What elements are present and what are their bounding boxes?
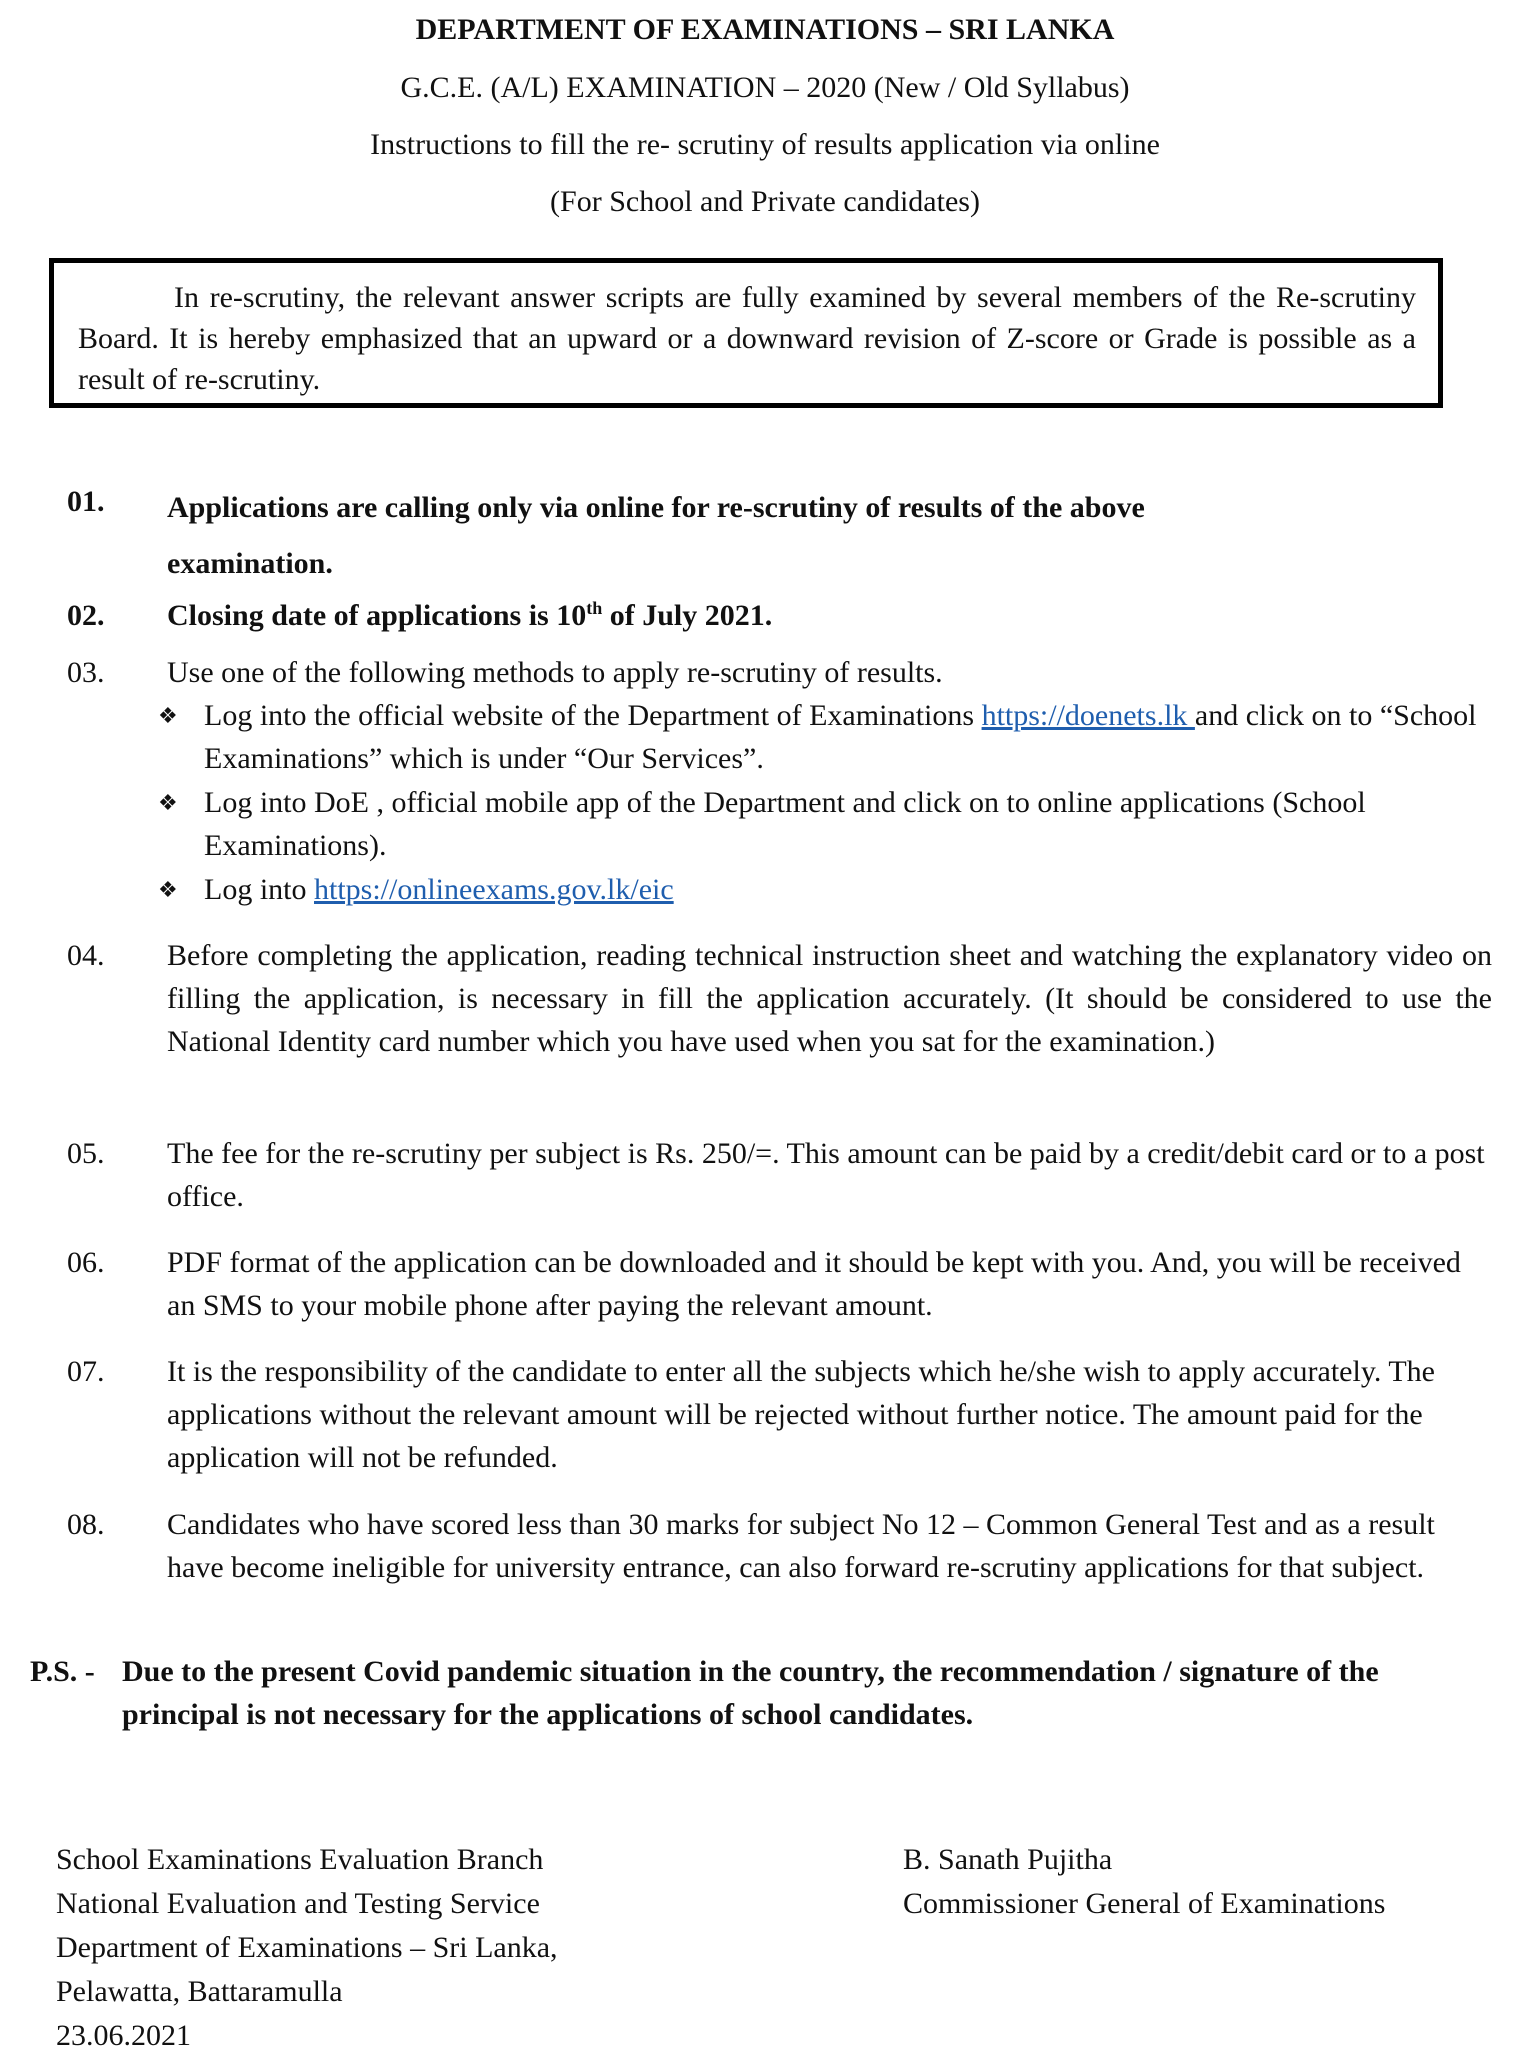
exam-title: G.C.E. (A/L) EXAMINATION – 2020 (New / Old Syllabus) bbox=[400, 71, 1130, 104]
issuer-line: Pelawatta, Battaramulla bbox=[56, 1975, 343, 2008]
document-subtitle: Instructions to fill the re- scrutiny of results application via online bbox=[370, 128, 1160, 161]
diamond-bullet-icon: ❖ bbox=[158, 790, 178, 815]
method-item bbox=[158, 694, 1498, 784]
ps-label: P.S. - bbox=[30, 1655, 95, 1688]
item-number: 03. bbox=[67, 656, 105, 689]
onlineexams-link[interactable]: https://onlineexams.gov.lk/eic bbox=[314, 873, 674, 906]
issuer-line: Department of Examinations – Sri Lanka, bbox=[56, 1931, 558, 1964]
issue-date: 23.06.2021 bbox=[56, 2019, 191, 2052]
item-number: 06. bbox=[67, 1246, 105, 1279]
item-number: 04. bbox=[67, 939, 105, 972]
item-text: Use one of the following methods to apply re-scrutiny of results. bbox=[167, 656, 943, 689]
department-title: DEPARTMENT OF EXAMINATIONS – SRI LANKA bbox=[415, 13, 1115, 46]
item-text: Before completing the application, reading technical instruction sheet and watching the explanatory video on filling the application, is necessary in fill the application accurately. (It should be considered to use the National Identity card number which you have used when you sat for the examination.) bbox=[167, 939, 1492, 1058]
ordinal-suffix: th bbox=[586, 598, 603, 618]
item-text: Applications are calling only via online for re-scrutiny of results of the above examination. bbox=[167, 491, 1145, 580]
method-text: Log into DoE , official mobile app of the Department and click on to online applications (School Examinations). bbox=[204, 786, 1366, 862]
notice-box bbox=[49, 258, 1443, 408]
doenets-link[interactable]: https://doenets.lk bbox=[981, 699, 1195, 732]
method-text: Log into the official website of the Department of Examinations https://doenets.lk and click on to “School Examinations” which is under “Our Services”. bbox=[204, 699, 1477, 775]
item-text: Candidates who have scored less than 30 marks for subject No 12 – Common General Test and as a result have become ineligible for university entrance, can also forward re-scrutiny applications for that subject. bbox=[167, 1508, 1435, 1584]
item-text: PDF format of the application can be downloaded and it should be kept with you. And, you will be received an SMS to your mobile phone after paying the relevant amount. bbox=[167, 1246, 1461, 1322]
item-number: 05. bbox=[67, 1137, 105, 1170]
item-number: 07. bbox=[67, 1355, 105, 1388]
item-text bbox=[167, 594, 1492, 637]
item-text: It is the responsibility of the candidate to enter all the subjects which he/she wish to apply accurately. The applications without the relevant amount will be rejected without further notice. The amount paid for the application will not be refunded. bbox=[167, 1355, 1435, 1474]
item-number: 01. bbox=[67, 485, 105, 518]
issuer-line: School Examinations Evaluation Branch bbox=[56, 1843, 544, 1876]
method-item bbox=[158, 781, 1498, 871]
diamond-bullet-icon: ❖ bbox=[158, 703, 178, 728]
item-text: The fee for the re-scrutiny per subject is Rs. 250/=. This amount can be paid by a credit/debit card or to a post office. bbox=[167, 1137, 1485, 1213]
signatory-name: B. Sanath Pujitha bbox=[903, 1843, 1113, 1876]
item-number: 02. bbox=[67, 599, 105, 632]
ps-text: Due to the present Covid pandemic situation in the country, the recommendation / signature of the principal is not necessary for the applications of school candidates. bbox=[122, 1655, 1379, 1731]
issuer-block bbox=[56, 1838, 558, 2058]
item-number: 08. bbox=[67, 1508, 105, 1541]
diamond-bullet-icon: ❖ bbox=[158, 877, 178, 902]
method-item bbox=[158, 868, 1498, 913]
item-text-part: of July 2021. bbox=[602, 599, 773, 632]
signatory-title: Commissioner General of Examinations bbox=[903, 1887, 1386, 1920]
signatory-block bbox=[903, 1838, 1385, 1926]
method-text: Log into https://onlineexams.gov.lk/eic bbox=[204, 873, 674, 906]
issuer-line: National Evaluation and Testing Service bbox=[56, 1887, 540, 1920]
item-text-part: Closing date of applications is 10 bbox=[167, 599, 587, 632]
audience-note: (For School and Private candidates) bbox=[550, 185, 980, 218]
notice-text: In re-scrutiny, the relevant answer scripts are fully examined by several members of the Re-scrutiny Board. It is hereby emphasized that an upward or a downward revision of Z-score or Grade is possible as a result of re-scrutiny. bbox=[78, 281, 1416, 396]
